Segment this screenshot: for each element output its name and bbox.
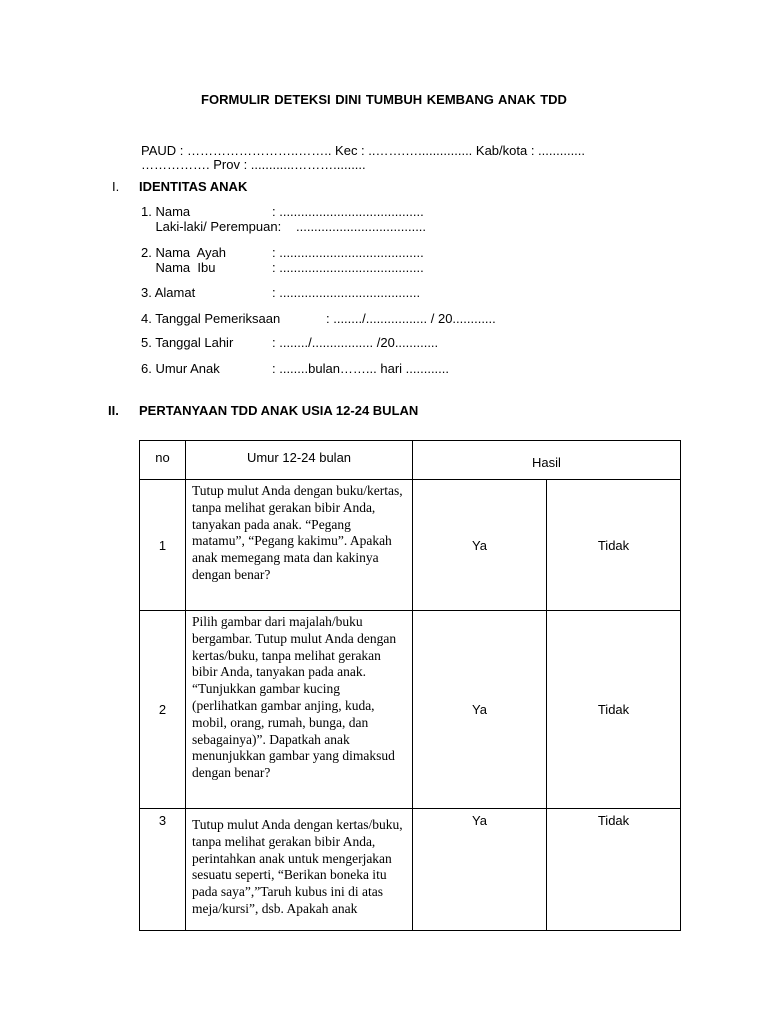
header-question: Umur 12-24 bulan [186, 441, 413, 480]
row-number: 3 [140, 809, 186, 931]
field-gender-value: .................................... [296, 219, 427, 234]
question-cell [186, 809, 413, 931]
answer-tidak[interactable]: Tidak [547, 611, 681, 809]
answer-tidak[interactable]: Tidak [547, 809, 681, 931]
form-title: FORMULIR DETEKSI DINI TUMBUH KEMBANG ANAK TDD [201, 92, 567, 107]
row-number: 1 [140, 480, 186, 611]
answer-tidak[interactable]: Tidak [547, 480, 681, 611]
answer-ya[interactable]: Ya [413, 611, 547, 809]
field-umur-value: : ........bulan……... hari ............ [272, 361, 450, 376]
field-ayah-label: 2. Nama Ayah [141, 245, 227, 260]
field-umur-label: 6. Umur Anak [141, 361, 220, 376]
field-tgl-periksa-value: : ......../................. / 20............ [326, 311, 496, 326]
field-alamat-value: : ....................................... [272, 285, 421, 300]
field-ibu-value: : ........................................ [272, 260, 424, 275]
paud-line-1: PAUD : ……………………..…….. Kec : ..…….…............... Kab/kota : ............. [141, 143, 586, 158]
field-tgl-periksa-label: 4. Tanggal Pemeriksaan [141, 311, 281, 326]
table-header-row [140, 441, 681, 480]
field-gender-label: Laki-laki/ Perempuan: [141, 219, 282, 234]
table-row [140, 480, 681, 611]
section-2-numeral: II. [108, 403, 119, 418]
paud-line-2: ……………. Prov : ............………......... [141, 157, 366, 172]
section-2-title: PERTANYAAN TDD ANAK USIA 12-24 BULAN [139, 403, 419, 418]
answer-ya[interactable]: Ya [413, 480, 547, 611]
question-table [139, 440, 681, 931]
row-number: 2 [140, 611, 186, 809]
question-text: Tutup mulut Anda dengan kertas/buku, tanpa melihat gerakan bibir Anda, perintahkan anak untuk mengerjakan sesuatu seperti, “Berikan boneka itu pada saya”,”Taruh kubus ini di atas meja/kursi”, dsb. Apakah anak [192, 817, 403, 916]
field-ayah-value: : ........................................ [272, 245, 424, 260]
field-tgl-lahir-value: : ......../................. /20............ [272, 335, 439, 350]
question-text: Tutup mulut Anda dengan buku/kertas, tanpa melihat gerakan bibir Anda, tanyakan pada anak. “Pegang matamu”, “Pegang kakimu”. Apakah anak memegang mata dan kakinya dengan benar? [192, 483, 403, 582]
field-ibu-label: Nama Ibu [141, 260, 216, 275]
section-1-title: IDENTITAS ANAK [139, 179, 248, 194]
field-tgl-lahir-label: 5. Tanggal Lahir [141, 335, 234, 350]
field-alamat-label: 3. Alamat [141, 285, 196, 300]
field-nama-value: : ........................................ [272, 204, 424, 219]
field-nama-label: 1. Nama [141, 204, 191, 219]
section-1-numeral: I. [112, 179, 120, 194]
question-cell [186, 611, 413, 809]
answer-ya[interactable]: Ya [413, 809, 547, 931]
question-text: Pilih gambar dari majalah/buku bergambar. Tutup mulut Anda dengan kertas/buku, tanpa melihat gerakan bibir Anda, tanyakan pada anak. “Tunjukkan gambar kucing (perlihatkan gambar anjing, kuda, mobil, orang, rumah, bunga, dan sebagainya)”. Dapatkah anak menunjukkan gambar yang dimaksud dengan benar? [192, 614, 397, 781]
header-no: no [140, 441, 186, 480]
header-result: Hasil [413, 441, 681, 480]
question-cell [186, 480, 413, 611]
table-row [140, 611, 681, 809]
table-row [140, 809, 681, 931]
